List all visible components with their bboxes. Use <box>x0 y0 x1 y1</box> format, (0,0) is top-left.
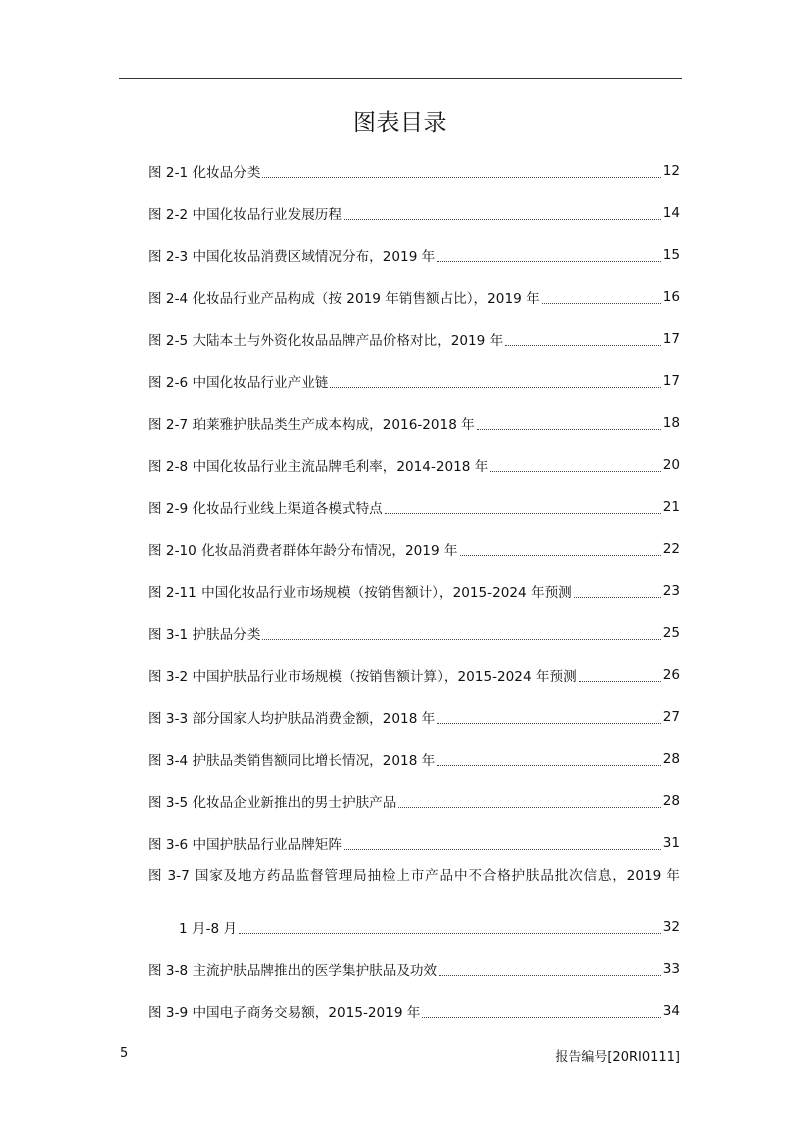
toc-entry-page: 23 <box>662 583 680 599</box>
toc-entry-label: 图 3-3 部分国家人均护肤品消费金额，2018 年 <box>148 711 436 727</box>
toc-entry-label: 图 2-8 中国化妆品行业主流品牌毛利率，2014-2018 年 <box>148 459 489 475</box>
toc-entry[interactable] <box>148 528 680 570</box>
leader-dots <box>239 933 661 934</box>
toc-entry-label: 图 3-2 中国护肤品行业市场规模（按销售额计算），2015-2024 年预测 <box>148 669 577 685</box>
toc-entry-wrapped-continuation[interactable] <box>148 906 680 948</box>
leader-dots <box>398 807 660 808</box>
leader-dots <box>477 429 661 430</box>
leader-dots <box>344 849 661 850</box>
toc-entry-label: 图 2-3 中国化妆品消费区域情况分布，2019 年 <box>148 249 436 265</box>
toc-entry-label: 图 3-8 主流护肤品牌推出的医学集护肤品及功效 <box>148 963 438 979</box>
toc-entry-page: 33 <box>662 961 680 977</box>
leader-dots <box>422 1017 660 1018</box>
leader-dots <box>262 177 660 178</box>
leader-dots <box>460 555 661 556</box>
toc-entry-page: 28 <box>662 793 680 809</box>
toc-entry-page: 17 <box>662 373 680 389</box>
footer-report-number: 报告编号[20RI0111] <box>555 1050 680 1065</box>
toc-entry-page: 34 <box>662 1003 680 1019</box>
toc-entry-page: 12 <box>662 163 680 179</box>
toc-entry-page: 27 <box>662 709 680 725</box>
toc-entry[interactable] <box>148 948 680 990</box>
toc-entry-label: 图 3-4 护肤品类销售额同比增长情况，2018 年 <box>148 753 436 769</box>
toc-entry[interactable] <box>148 444 680 486</box>
toc-entry-label: 图 3-1 护肤品分类 <box>148 627 261 643</box>
leader-dots <box>574 597 661 598</box>
toc-entry-label: 图 2-6 中国化妆品行业产业链 <box>148 375 329 391</box>
toc-entry-wrapped-first-line[interactable] <box>148 864 680 906</box>
leader-dots <box>437 765 660 766</box>
toc-entry-page: 28 <box>662 751 680 767</box>
toc-entry-label: 图 3-5 化妆品企业新推出的男士护肤产品 <box>148 795 397 811</box>
leader-dots <box>344 219 661 220</box>
toc-entry-page: 20 <box>662 457 680 473</box>
leader-dots <box>262 639 660 640</box>
toc-entry-page: 21 <box>662 499 680 515</box>
toc-entry[interactable] <box>148 822 680 864</box>
toc-entry[interactable] <box>148 738 680 780</box>
toc-entry[interactable] <box>148 696 680 738</box>
toc-entry-label: 图 2-11 中国化妆品行业市场规模（按销售额计），2015-2024 年预测 <box>148 585 572 601</box>
toc-entry-label: 图 3-6 中国护肤品行业品牌矩阵 <box>148 837 342 853</box>
toc-entry-page: 17 <box>662 331 680 347</box>
toc-entry[interactable] <box>148 486 680 528</box>
toc-entry-label: 图 3-9 中国电子商务交易额，2015-2019 年 <box>148 1005 421 1021</box>
page-title: 图表目录 <box>353 110 447 136</box>
toc-entry[interactable] <box>148 654 680 696</box>
toc-entry[interactable] <box>148 150 680 192</box>
leader-dots <box>579 681 661 682</box>
toc-entry[interactable] <box>148 780 680 822</box>
leader-dots <box>490 471 660 472</box>
toc-entry[interactable] <box>148 402 680 444</box>
toc-entry[interactable] <box>148 570 680 612</box>
toc-entry[interactable] <box>148 612 680 654</box>
toc-entry-label: 图 2-9 化妆品行业线上渠道各模式特点 <box>148 501 383 517</box>
toc-entry-page: 25 <box>662 625 680 641</box>
toc-entry-label: 图 2-10 化妆品消费者群体年龄分布情况，2019 年 <box>148 543 458 559</box>
toc-entry-page: 32 <box>662 919 680 935</box>
toc-entry-page: 15 <box>662 247 680 263</box>
toc-entry[interactable] <box>148 990 680 1032</box>
toc-entry-page: 31 <box>662 835 680 851</box>
leader-dots <box>437 723 660 724</box>
toc-entry-page: 26 <box>662 667 680 683</box>
toc-entry-label: 图 3-7 国家及地方药品监督管理局抽检上市产品中不合格护肤品批次信息，2019 年 <box>148 868 680 884</box>
toc-entry-label: 图 2-1 化妆品分类 <box>148 165 261 181</box>
toc-entry-label-continuation: 1 月-8 月 <box>179 921 238 937</box>
toc-entry-page: 18 <box>662 415 680 431</box>
toc-entry-page: 16 <box>662 289 680 305</box>
toc-entry-page: 22 <box>662 541 680 557</box>
toc-entry-label: 图 2-5 大陆本土与外资化妆品品牌产品价格对比，2019 年 <box>148 333 504 349</box>
toc-entry-page: 14 <box>662 205 680 221</box>
toc-entry[interactable] <box>148 318 680 360</box>
header-rule <box>119 78 682 79</box>
leader-dots <box>437 261 660 262</box>
leader-dots <box>439 975 661 976</box>
toc-entry-label: 图 2-7 珀莱雅护肤品类生产成本构成，2016-2018 年 <box>148 417 475 433</box>
toc-entry[interactable] <box>148 360 680 402</box>
footer-page-number: 5 <box>120 1046 129 1061</box>
toc-entry-label: 图 2-4 化妆品行业产品构成（按 2019 年销售额占比），2019 年 <box>148 291 540 307</box>
leader-dots <box>330 387 660 388</box>
toc-entry[interactable] <box>148 192 680 234</box>
toc-entry[interactable] <box>148 234 680 276</box>
leader-dots <box>505 345 660 346</box>
leader-dots <box>385 513 661 514</box>
figure-list <box>148 150 680 1032</box>
toc-entry-label: 图 2-2 中国化妆品行业发展历程 <box>148 207 342 223</box>
toc-entry[interactable] <box>148 276 680 318</box>
leader-dots <box>542 303 661 304</box>
